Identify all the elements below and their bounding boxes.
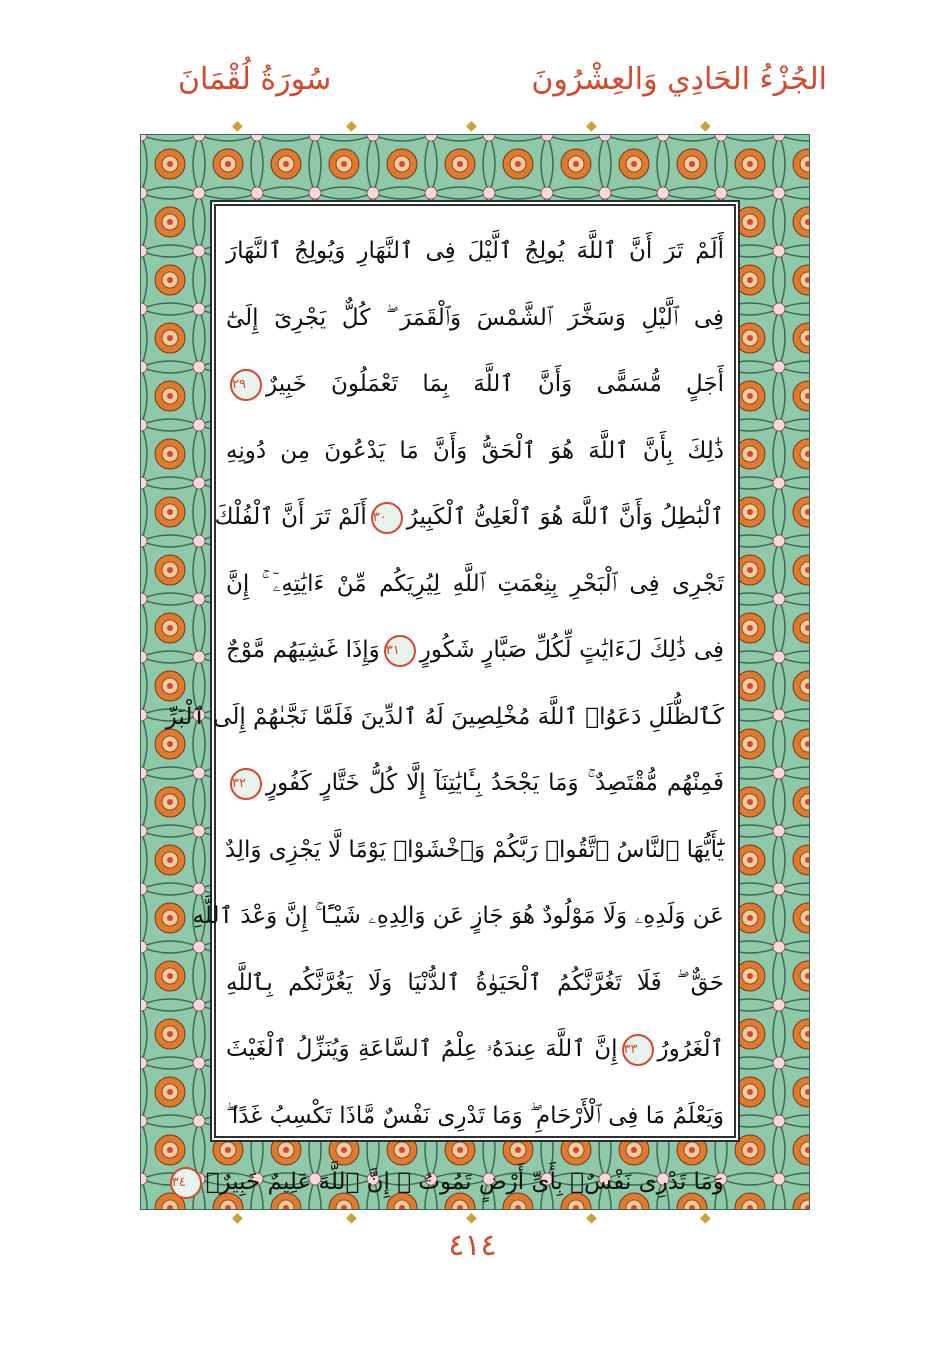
finial-icon: ◆	[700, 1210, 711, 1226]
verse-text: وَمَا تَدْرِى نَفْسٌۢ بِأَىِّ أَرْضٍ تَمُوتُ ۚ إِنَّ ٱللَّهَ عَلِيمٌ خَبِيرٌۢ	[205, 1169, 724, 1195]
text-line	[226, 1016, 724, 1083]
finial-icon: ◆	[466, 118, 477, 134]
quran-text	[165, 218, 724, 1216]
verse-text: فِى ذَٰلِكَ لَءَايَٰتٍ لِّكُلِّ صَبَّارٍ شَكُورٍ	[419, 637, 724, 663]
verse-text: إِنَّ ٱللَّهَ عِندَهُۥ عِلْمُ ٱلسَّاعَةِ وَيُنَزِّلُ ٱلْغَيْثَ	[226, 1036, 618, 1062]
verse-text: أَجَلٍ مُّسَمًّى وَأَنَّ ٱللَّهَ بِمَا تَعْمَلُونَ خَبِيرٌ	[266, 371, 724, 397]
verse-text: كَٱلظُّلَلِ دَعَوُا۟ ٱللَّهَ مُخْلِصِينَ لَهُ ٱلدِّينَ فَلَمَّا نَجَّىٰهُمْ إِلَى ٱلْبَرِّ	[165, 703, 724, 730]
finial-icon: ◆	[466, 1210, 477, 1226]
verse-text: أَلَمْ تَرَ أَنَّ ٱللَّهَ يُولِجُ ٱلَّيْلَ فِى ٱلنَّهَارِ وَيُولِجُ ٱلنَّهَارَ	[226, 238, 724, 264]
text-line	[226, 1083, 724, 1150]
finial-icon: ◆	[586, 118, 597, 134]
verse-text: يَٰٓأَيُّهَا ٱلنَّاسُ ٱتَّقُوا۟ رَبَّكُمْ وَٱخْشَوْا۟ يَوْمًا لَّا يَجْزِى وَالِدٌ	[224, 836, 724, 863]
verse-text: وَيَعْلَمُ مَا فِى ٱلْأَرْحَامِ ۖ وَمَا تَدْرِى نَفْسٌ مَّاذَا تَكْسِبُ غَدًا ۖ	[226, 1102, 724, 1129]
verse-text: ٱلْبَٰطِلُ وَأَنَّ ٱللَّهَ هُوَ ٱلْعَلِىُّ ٱلْكَبِيرُ	[406, 504, 724, 530]
text-line	[226, 418, 724, 485]
ayah-marker: ٣٤	[170, 1167, 202, 1199]
text-line	[192, 883, 724, 950]
ayah-marker: ٣٢	[230, 768, 262, 800]
text-line	[226, 351, 724, 418]
verse-text: ٱلْغَرُورُ	[657, 1036, 724, 1062]
juz-title: الجُزْءُ الحَادِي وَالعِشْرُونَ	[531, 62, 827, 97]
finial-icon: ◆	[232, 118, 243, 134]
verse-text: فِى ٱلَّيْلِ وَسَخَّرَ ٱلشَّمْسَ وَٱلْقَمَرَ ۖ كُلٌّ يَجْرِىٓ إِلَىٰٓ	[226, 304, 724, 331]
surah-title: سُورَةُ لُقْمَانَ	[178, 62, 332, 97]
text-line	[226, 285, 724, 352]
text-line	[171, 1149, 724, 1216]
verse-text: وَإِذَا غَشِيَهُم مَّوْجٌ	[226, 637, 380, 663]
text-line	[214, 484, 724, 551]
text-line	[226, 750, 724, 817]
text-line	[226, 950, 724, 1017]
text-line	[226, 218, 724, 285]
verse-text: أَلَمْ تَرَ أَنَّ ٱلْفُلْكَ	[214, 504, 367, 530]
text-line	[226, 817, 724, 884]
verse-text: حَقٌّ ۖ فَلَا تَغُرَّنَّكُمُ ٱلْحَيَوٰةُ ٱلدُّنْيَا وَلَا يَغُرَّنَّكُم بِٱللَّهِ	[226, 969, 724, 996]
text-line	[226, 617, 724, 684]
text-line	[226, 551, 724, 618]
finial-icon: ◆	[586, 1210, 597, 1226]
page-number: ٤١٤	[448, 1228, 497, 1263]
ayah-marker: ٢٩	[230, 369, 262, 401]
verse-text: ذَٰلِكَ بِأَنَّ ٱللَّهَ هُوَ ٱلْحَقُّ وَأَنَّ مَا يَدْعُونَ مِن دُونِهِ	[226, 437, 724, 464]
text-line	[165, 684, 724, 751]
ayah-marker: ٣٣	[622, 1034, 654, 1066]
finial-icon: ◆	[346, 118, 357, 134]
verse-text: تَجْرِى فِى ٱلْبَحْرِ بِنِعْمَتِ ٱللَّهِ لِيُرِيَكُم مِّنْ ءَايَٰتِهِۦٓ ۚ إِنَّ	[226, 570, 724, 597]
finial-icon: ◆	[232, 1210, 243, 1226]
ayah-marker: ٣٠	[371, 502, 403, 534]
ayah-marker: ٣١	[384, 635, 416, 667]
finial-icon: ◆	[700, 118, 711, 134]
verse-text: فَمِنْهُم مُّقْتَصِدٌ ۚ وَمَا يَجْحَدُ بِـَٔايَٰتِنَآ إِلَّا كُلُّ خَتَّارٍ كَفُورٍ	[266, 770, 724, 796]
finial-icon: ◆	[346, 1210, 357, 1226]
verse-text: عَن وَلَدِهِۦ وَلَا مَوْلُودٌ هُوَ جَازٍ عَن وَالِدِهِۦ شَيْـًٔا ۚ إِنَّ وَعْدَ ٱللَّهِ	[192, 903, 724, 929]
